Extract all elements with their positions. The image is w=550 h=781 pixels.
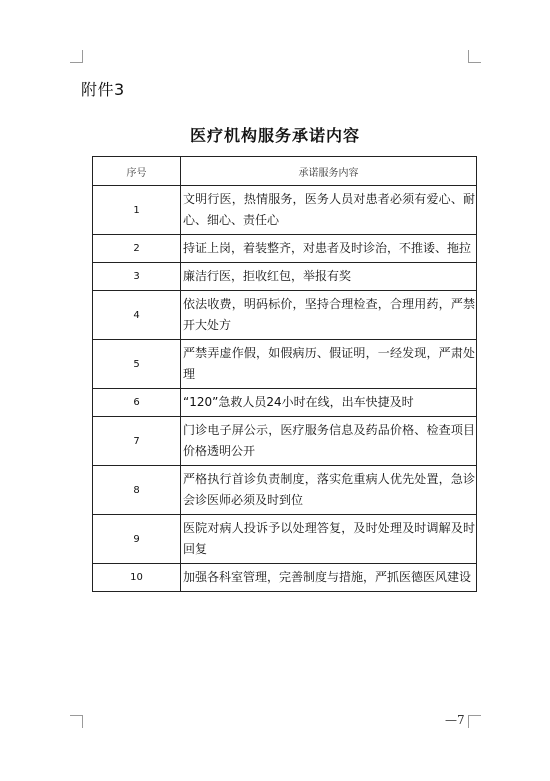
row-content: 持证上岗，着装整齐，对患者及时诊治，不推诿、拖拉 — [181, 235, 477, 263]
crop-mark-bottom-left — [70, 715, 83, 728]
table-row — [93, 466, 477, 515]
row-content: 依法收费，明码标价，坚持合理检查，合理用药，严禁开大处方 — [181, 291, 477, 340]
row-content: 加强各科室管理，完善制度与措施，严抓医德医风建设 — [181, 564, 477, 592]
table-row — [93, 515, 477, 564]
row-number: 10 — [93, 564, 181, 592]
row-content: 门诊电子屏公示，医疗服务信息及药品价格、检查项目价格透明公开 — [181, 417, 477, 466]
row-content: 严禁弄虚作假，如假病历、假证明，一经发现，严肃处理 — [181, 340, 477, 389]
row-number: 2 — [93, 235, 181, 263]
row-content: 文明行医，热情服务，医务人员对患者必须有爱心、耐心、细心、责任心 — [181, 186, 477, 235]
table-row — [93, 235, 477, 263]
crop-mark-top-right — [468, 50, 481, 63]
row-number: 6 — [93, 389, 181, 417]
commitment-table — [92, 156, 477, 592]
row-number: 5 — [93, 340, 181, 389]
document-title: 医疗机构服务承诺内容 — [189, 126, 360, 145]
table-row — [93, 564, 477, 592]
table-row — [93, 389, 477, 417]
row-number: 3 — [93, 263, 181, 291]
row-number: 8 — [93, 466, 181, 515]
table-row — [93, 417, 477, 466]
row-number: 1 — [93, 186, 181, 235]
crop-mark-top-left — [70, 50, 83, 63]
row-content: 医院对病人投诉予以处理答复，及时处理及时调解及时回复 — [181, 515, 477, 564]
row-number: 4 — [93, 291, 181, 340]
table-header-row — [93, 157, 477, 186]
row-number: 7 — [93, 417, 181, 466]
page-number: —7 — [445, 713, 465, 727]
attachment-label: 附件3 — [81, 80, 125, 99]
row-content: “120”急救人员24小时在线，出车快捷及时 — [181, 389, 477, 417]
table-row — [93, 340, 477, 389]
table-row — [93, 186, 477, 235]
table-row — [93, 291, 477, 340]
table-row — [93, 263, 477, 291]
header-number: 序号 — [93, 157, 181, 186]
row-number: 9 — [93, 515, 181, 564]
crop-mark-bottom-right — [468, 715, 481, 728]
header-content: 承诺服务内容 — [181, 157, 477, 186]
row-content: 严格执行首诊负责制度，落实危重病人优先处置，急诊会诊医师必须及时到位 — [181, 466, 477, 515]
row-content: 廉洁行医，拒收红包，举报有奖 — [181, 263, 477, 291]
